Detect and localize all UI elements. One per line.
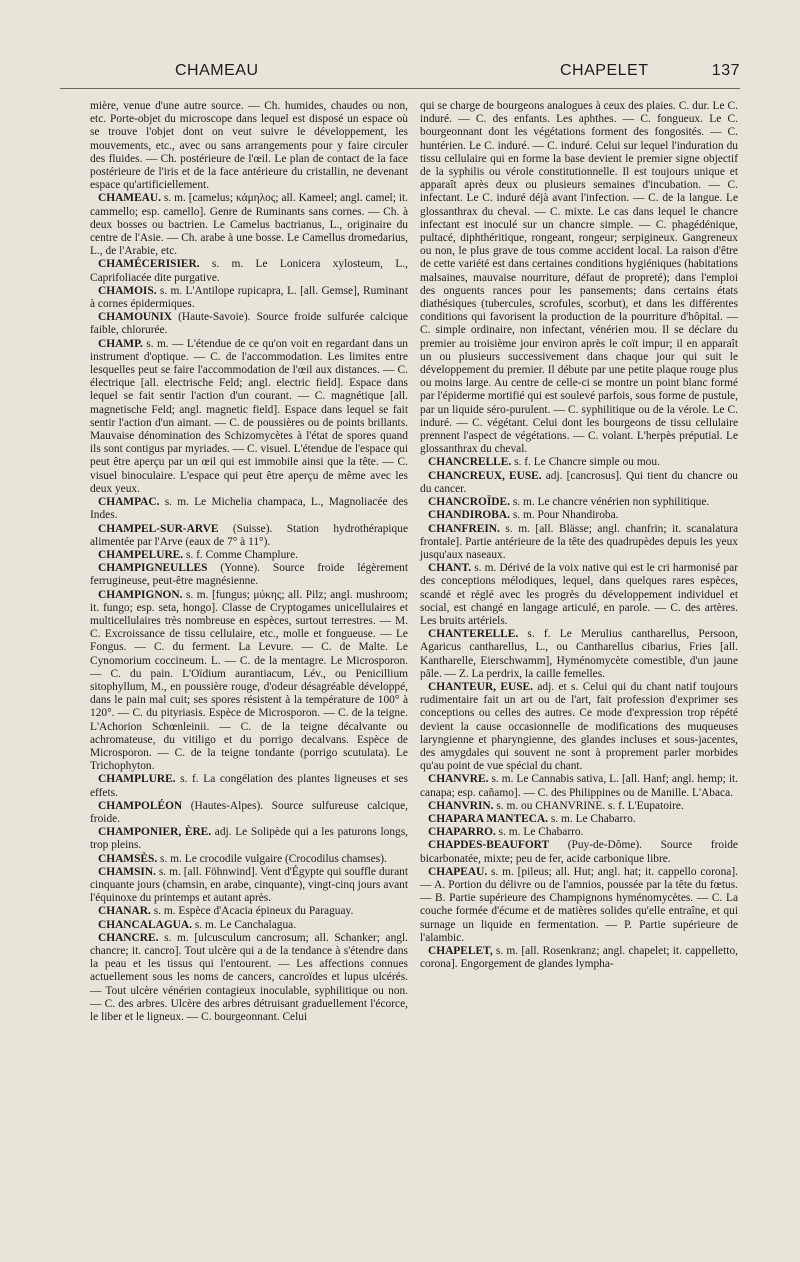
dictionary-entry [90,800,408,826]
dictionary-entry [90,826,408,852]
dictionary-entry [90,192,408,258]
dictionary-entry [90,523,408,549]
entry-headword: CHAMOIS. [98,284,157,297]
entry-headword: CHAMPEL-SUR-ARVE [98,522,219,535]
entry-definition: s. m. L'Antilope rupicapra, L. [all. Gemse], Ruminant à cornes épidermiques. [90,284,408,311]
entry-definition: s. m. [all. Rosenkranz; angl. chapelet; it. cappelletto, corona]. Engorgement de glandes lympha- [420,945,738,971]
entry-definition: mière, venue d'une autre source. — Ch. humides, chaudes ou non, etc. Porte-objet du microscope dans lequel est disposé un espace où se trouve l'objet dont on veut suivre le développement, les mouvements, etc., avec ou sans arrangements pour y faire circuler des fluides. — Ch. postérieure de l'œil. Le plan de contact de la face postérieure de l'iris et de la face antérieure du cristallin, ne devenant espace qu'artificiellement. [90,100,408,192]
entry-definition: (Hautes-Alpes). Source sulfureuse calcique, froide. [90,799,408,825]
entry-definition: s. m. [ulcusculum cancrosum; all. Schanker; angl. chancre; it. cancro]. Tout ulcère qui a de la tendance à s'étendre dans la peau et les tissus qui l'entourent. — Les affections connues actuellement sous les noms de cancers, cancroïdes et lupus ulcérés. — Tout ulcère vénérien contagieux inoculable, syphilitique ou non. — C. des arbres. Ulcère des arbres détruisant graduellement l'écorce, le liber et le ligneux. — C. bourgeonnant. Celui [90,931,408,1024]
entry-headword: CHAMPELURE. [98,548,184,561]
entry-definition: s. m. Le Cannabis sativa, L. [all. Hanf; angl. hemp; it. canapa; esp. cañamo]. — C. des Philippines ou de Manille. L'Abaca. [420,773,738,799]
dictionary-entry [90,773,408,799]
dictionary-entry [420,800,738,813]
dictionary-entry [90,338,408,496]
dictionary-entry [90,100,408,192]
entry-headword: CHAMOUNIX [98,311,173,324]
entry-headword: CHAPEAU. [428,865,488,878]
dictionary-entry [420,509,738,522]
entry-headword: CHANCROÏDE. [428,496,510,509]
dictionary-entry [90,258,408,284]
entry-definition: s. m. Le Chabarro. [550,812,636,825]
entry-definition: s. f. Le Merulius cantharellus, Persoon, Agaricus cantharellus, L., ou Cantharellus cibarius, Fries [all. Kantharelle, Eierschwamm], Hyménomycète comestible, d'un jaune pâle. — Z. La perdrix, la caille femelles. [420,628,738,680]
dictionary-entry [420,866,738,945]
entry-definition: s. m. Le Canchalagua. [194,918,297,931]
dictionary-entry [90,866,408,906]
dictionary-entry [90,589,408,774]
header-rule [60,88,740,89]
entry-headword: CHAPELET, [428,945,493,957]
entry-definition: qui se charge de bourgeons analogues à ceux des plaies. C. dur. Le C. induré. — C. des enfants. Les aphthes. — C. fongueux. Le C. bourgeonnant dont les végétations forment des fongosités. — C. huntérien. Le C. induré. — C. induré. Celui sur lequel l'induration du tissu cellulaire qui en forme la base devient le premier signe objectif de la syphilis ou vérole constitutionnelle. Il est toujours unique et apparaît après deux ou plusieurs semaines d'incubation. — C. infectant. Le C. induré déjà avant l'infection. — C. de la langue. Le glossanthrax du cheval. — C. mixte. Le cas dans lequel le chancre infectant est inoculé sur un chancre simple. — C. phagédénique, pultacé, diphthéritique, rongeant, rongeur; serpigineux. Gangreneux ou non, le plus grave de tous comme accident local. La raison d'être de cette variété est dans certaines conditions hygiéniques (habitations malsaines, mauvaise nourriture, défaut de propreté); dans l'emploi des onguents rances pour les pansements; dans certains états diathésiques (tubercules, scrofules, scorbut), et dans les différentes conditions qui favorisent la production de la pourriture d'hôpital. — C. simple ordinaire, non infectant, vénérien mou. Il se déclare du premier au troisième jour environ après le coït impur; il en apparaît un ou plusieurs successivement dans chaque jour qui suit le développement du premier. Il débute par une petite plaque rouge plus ou moins large. Au centre de celle-ci se montre un point blanc formé par l'épiderme mortifié qui est soulevé parfois, sous forme de pustule, par un liquide séro-purulent. — C. syphilitique ou de la vérole. Le C. induré. — C. végétant. Celui dont les bourgeons de tissu cellulaire prennent l'aspect de végétations. — C. volant. L'herpès préputial. Le glossanthrax du cheval. [420,100,738,456]
entry-headword: CHANTEUR, EUSE. [428,680,533,693]
running-header [60,58,740,88]
entry-headword: CHAMPOLÉON [98,799,183,812]
entry-definition: adj. [cancrosus]. Qui tient du chancre ou du cancer. [420,469,738,495]
entry-headword: CHAMPLURE. [98,773,176,786]
entry-headword: CHAMEAU. [98,192,161,205]
dictionary-entry [420,839,738,865]
entry-headword: CHANAR. [98,905,151,918]
entry-headword: CHAMSIN. [98,865,156,878]
dictionary-entry [420,773,738,799]
entry-headword: CHAPDES-BEAUFORT [428,839,550,852]
entry-definition: s. m. Le Chabarro. [498,826,584,839]
right-column [420,100,738,971]
dictionary-entry [90,905,408,918]
entry-definition: (Suisse). Station hydrothérapique alimentée par l'Arve (eaux de 7° à 11°). [90,522,408,548]
entry-headword: CHANCRE. [98,931,159,944]
dictionary-entry [90,932,408,1024]
entry-definition: s. f. Comme Champlure. [185,548,298,561]
entry-headword: CHAMPAC. [98,496,160,509]
entry-definition: s. m. — L'étendue de ce qu'on voit en regardant dans un instrument d'optique. — C. de l'accommodation. Les limites entre lesquelles peut se faire l'accommodation de l'œil aux distances. — C. électrique [all. electrische Feld; angl. electric field]. Espace dans lequel se fait sentir l'action d'un courant. — C. magnétique [all. magnetische Feld; angl. magnetic field]. Espace dans lequel se fait sentir l'action d'un aimant. — C. de poussières ou de points brillants. Mauvaise dénomination des Schizomycètes à l'état de spores quand ils sont contigus par myriades. — C. visuel. L'étendue de l'espace qui peut être aperçu par un œil qui est immobile ainsi que la tête. — C. visuel binoculaire. L'espace qui peut être aperçu de même avec les deux yeux. [90,337,408,495]
entry-headword: CHAMPONIER, ÈRE. [98,826,212,839]
entry-headword: CHAMPIGNON. [98,588,183,601]
entry-headword: CHANCRELLE. [428,456,512,469]
entry-headword: CHANVRIN. [428,799,494,812]
entry-definition: adj. et s. Celui qui du chant natif toujours rudimentaire fait un art ou de l'art, fait profession d'exprimer ses conceptions ou celles des autres. Ce mode d'expression trop répété devient la cause occasionnelle de modifications des muqueuses laryngienne et pharyngienne, des glandes incluses et sous-jacentes, des amygdales qui souvent ne sont à proprement parler morbides qu'au point de vue spécial du chant. [420,680,738,773]
dictionary-entry [90,919,408,932]
dictionary-entry [90,549,408,562]
entry-headword: CHAMSÈS. [98,852,158,865]
entry-headword: CHAMP. [98,337,143,350]
dictionary-entry [420,813,738,826]
entry-definition: s. m. [all. Föhnwind]. Vent d'Égypte qui souffle durant cinquante jours (chamsin, en arabe, cinquante), vingt-cinq jours avant l'équinoxe du printemps et autant après. [90,865,408,905]
dictionary-entry [90,562,408,588]
entry-definition: s. m. Le Lonicera xylosteum, L., Caprifoliacée dite purgative. [90,258,408,284]
entry-headword: CHAPARA MANTECA. [428,812,549,825]
dictionary-entry [420,628,738,681]
entry-headword: CHANDIROBA. [428,509,510,522]
entry-definition: s. m. Dérivé de la voix native qui est le cri harmonisé par des conceptions mélodiques, lequel, dans quelques rares espèces, scandé et réglé avec les progrès du développement individuel et social, est changé en langage articulé, en parole. — C. des artères. Les bruits artériels. [420,562,738,627]
header-left-word: CHAMEAU [175,62,259,79]
dictionary-entry [420,456,738,469]
entry-headword: CHAMÉCERISIER. [98,258,200,271]
entry-headword: CHANFREIN. [428,522,500,535]
entry-definition: (Yonne). Source froide légèrement ferrugineuse, peut-être magnésienne. [90,562,408,588]
entry-headword: CHANT. [428,562,472,575]
dictionary-entry [90,496,408,522]
dictionary-entry [90,311,408,337]
entry-definition: s. m. Le crocodile vulgaire (Crocodilus chamses). [160,852,387,865]
entry-headword: CHAPARRO. [428,826,496,839]
entry-definition: s. m. [pileus; all. Hut; angl. hat; it. cappello corona]. — A. Portion du délivre ou de l'amnios, poussée par la tête du fœtus. — B. Partie supérieure des Champignons hyménomycètes. — C. La couche formée d'écume et de matières solides qu'elle entraîne, et qui surnage un liquide en fermentation. — P. Partie supérieure de l'alambic. [420,865,738,944]
entry-definition: adj. Le Solipède qui a les paturons longs, trop pleins. [90,826,408,852]
entry-definition: s. m. Pour Nhandiroba. [512,509,619,522]
entry-definition: s. m. Le Michelia champaca, L., Magnoliacée des Indes. [90,496,408,522]
entry-definition: s. m. Le chancre vénérien non syphilitique. [512,496,710,509]
entry-definition: s. m. [fungus; μύκης; all. Pilz; angl. mushroom; it. fungo; esp. seta, hongo]. Classe de Cryptogames unicellulaires et multicellulaires très nombreuse en espèces, surtout terrestres. — M. C. Excroissance de tissu cellulaire, etc., molle et fongueuse. — Le Fongus. — C. du ferment. La Levure. — C. de Malte. Le Cynomorium coccineum. L. — C. de la mentagre. Le Microsporon. — C. du pain. L'Oïdium aurantiacum, Lév., ou Penicillium sitophyllum, M., en poussière rouge, d'odeur désagréable développé, dans le pain mal cuit; ses spores résistent à la température de 100° à 120°. — C. du pityriasis. Espèce de Microsporon. — C. de la teigne. L'Achorion Schœnleinii. — C. de la teigne décalvante ou achromateuse, du vitiligo et du porrigo decalvans. Espèce de Microsporon. — C. de la teigne tondante (porrigo scutulata). Le Trichophyton. [90,588,408,773]
dictionary-entry [420,562,738,628]
entry-definition: (Haute-Savoie). Source froide sulfurée calcique faible, chlorurée. [90,311,408,337]
entry-headword: CHANTERELLE. [428,628,519,641]
dictionary-entry [420,100,738,456]
left-column [90,100,408,1024]
entry-definition: s. m. ou CHANVRINE. s. f. L'Eupatoire. [496,799,684,812]
dictionary-entry [90,853,408,866]
entry-definition: s. f. La congélation des plantes ligneuses et ses effets. [90,773,408,799]
entry-headword: CHANCALAGUA. [98,918,192,931]
dictionary-entry [420,496,738,509]
entry-definition: s. m. [all. Blässe; angl. chanfrin; it. scanalatura frontale]. Partie antérieure de la tête des quadrupèdes depuis les yeux jusqu'aux naseaux. [420,522,738,561]
entry-headword: CHANVRE. [428,773,489,786]
dictionary-entry [420,523,738,563]
dictionary-entry [420,681,738,773]
entry-definition: s. m. Espèce d'Acacia épineux du Paraguay. [153,905,354,918]
dictionary-entry [420,470,738,496]
header-right-word: CHAPELET [560,62,649,79]
page-number: 137 [711,62,740,79]
dictionary-entry [420,826,738,839]
entry-headword: CHAMPIGNEULLES [98,562,208,575]
entry-definition: (Puy-de-Dôme). Source froide bicarbonatée, mixte; peu de fer, acide carbonique libre. [420,839,738,865]
dictionary-entry [420,945,738,971]
dictionary-entry [90,285,408,311]
entry-definition: s. f. Le Chancre simple ou mou. [514,456,660,469]
entry-definition: s. m. [camelus; κάμηλος; all. Kameel; angl. camel; it. cammello; esp. camello]. Genre de Ruminants sans cornes. — Ch. à deux bosses ou bactrien. Le Camelus bactrianus, L., originaire du centre de l'Asie. — Ch. arabe à une bosse. Le Camellus dromedarius, L., de l'Arabie, etc. [90,192,408,258]
entry-headword: CHANCREUX, EUSE. [428,469,542,482]
